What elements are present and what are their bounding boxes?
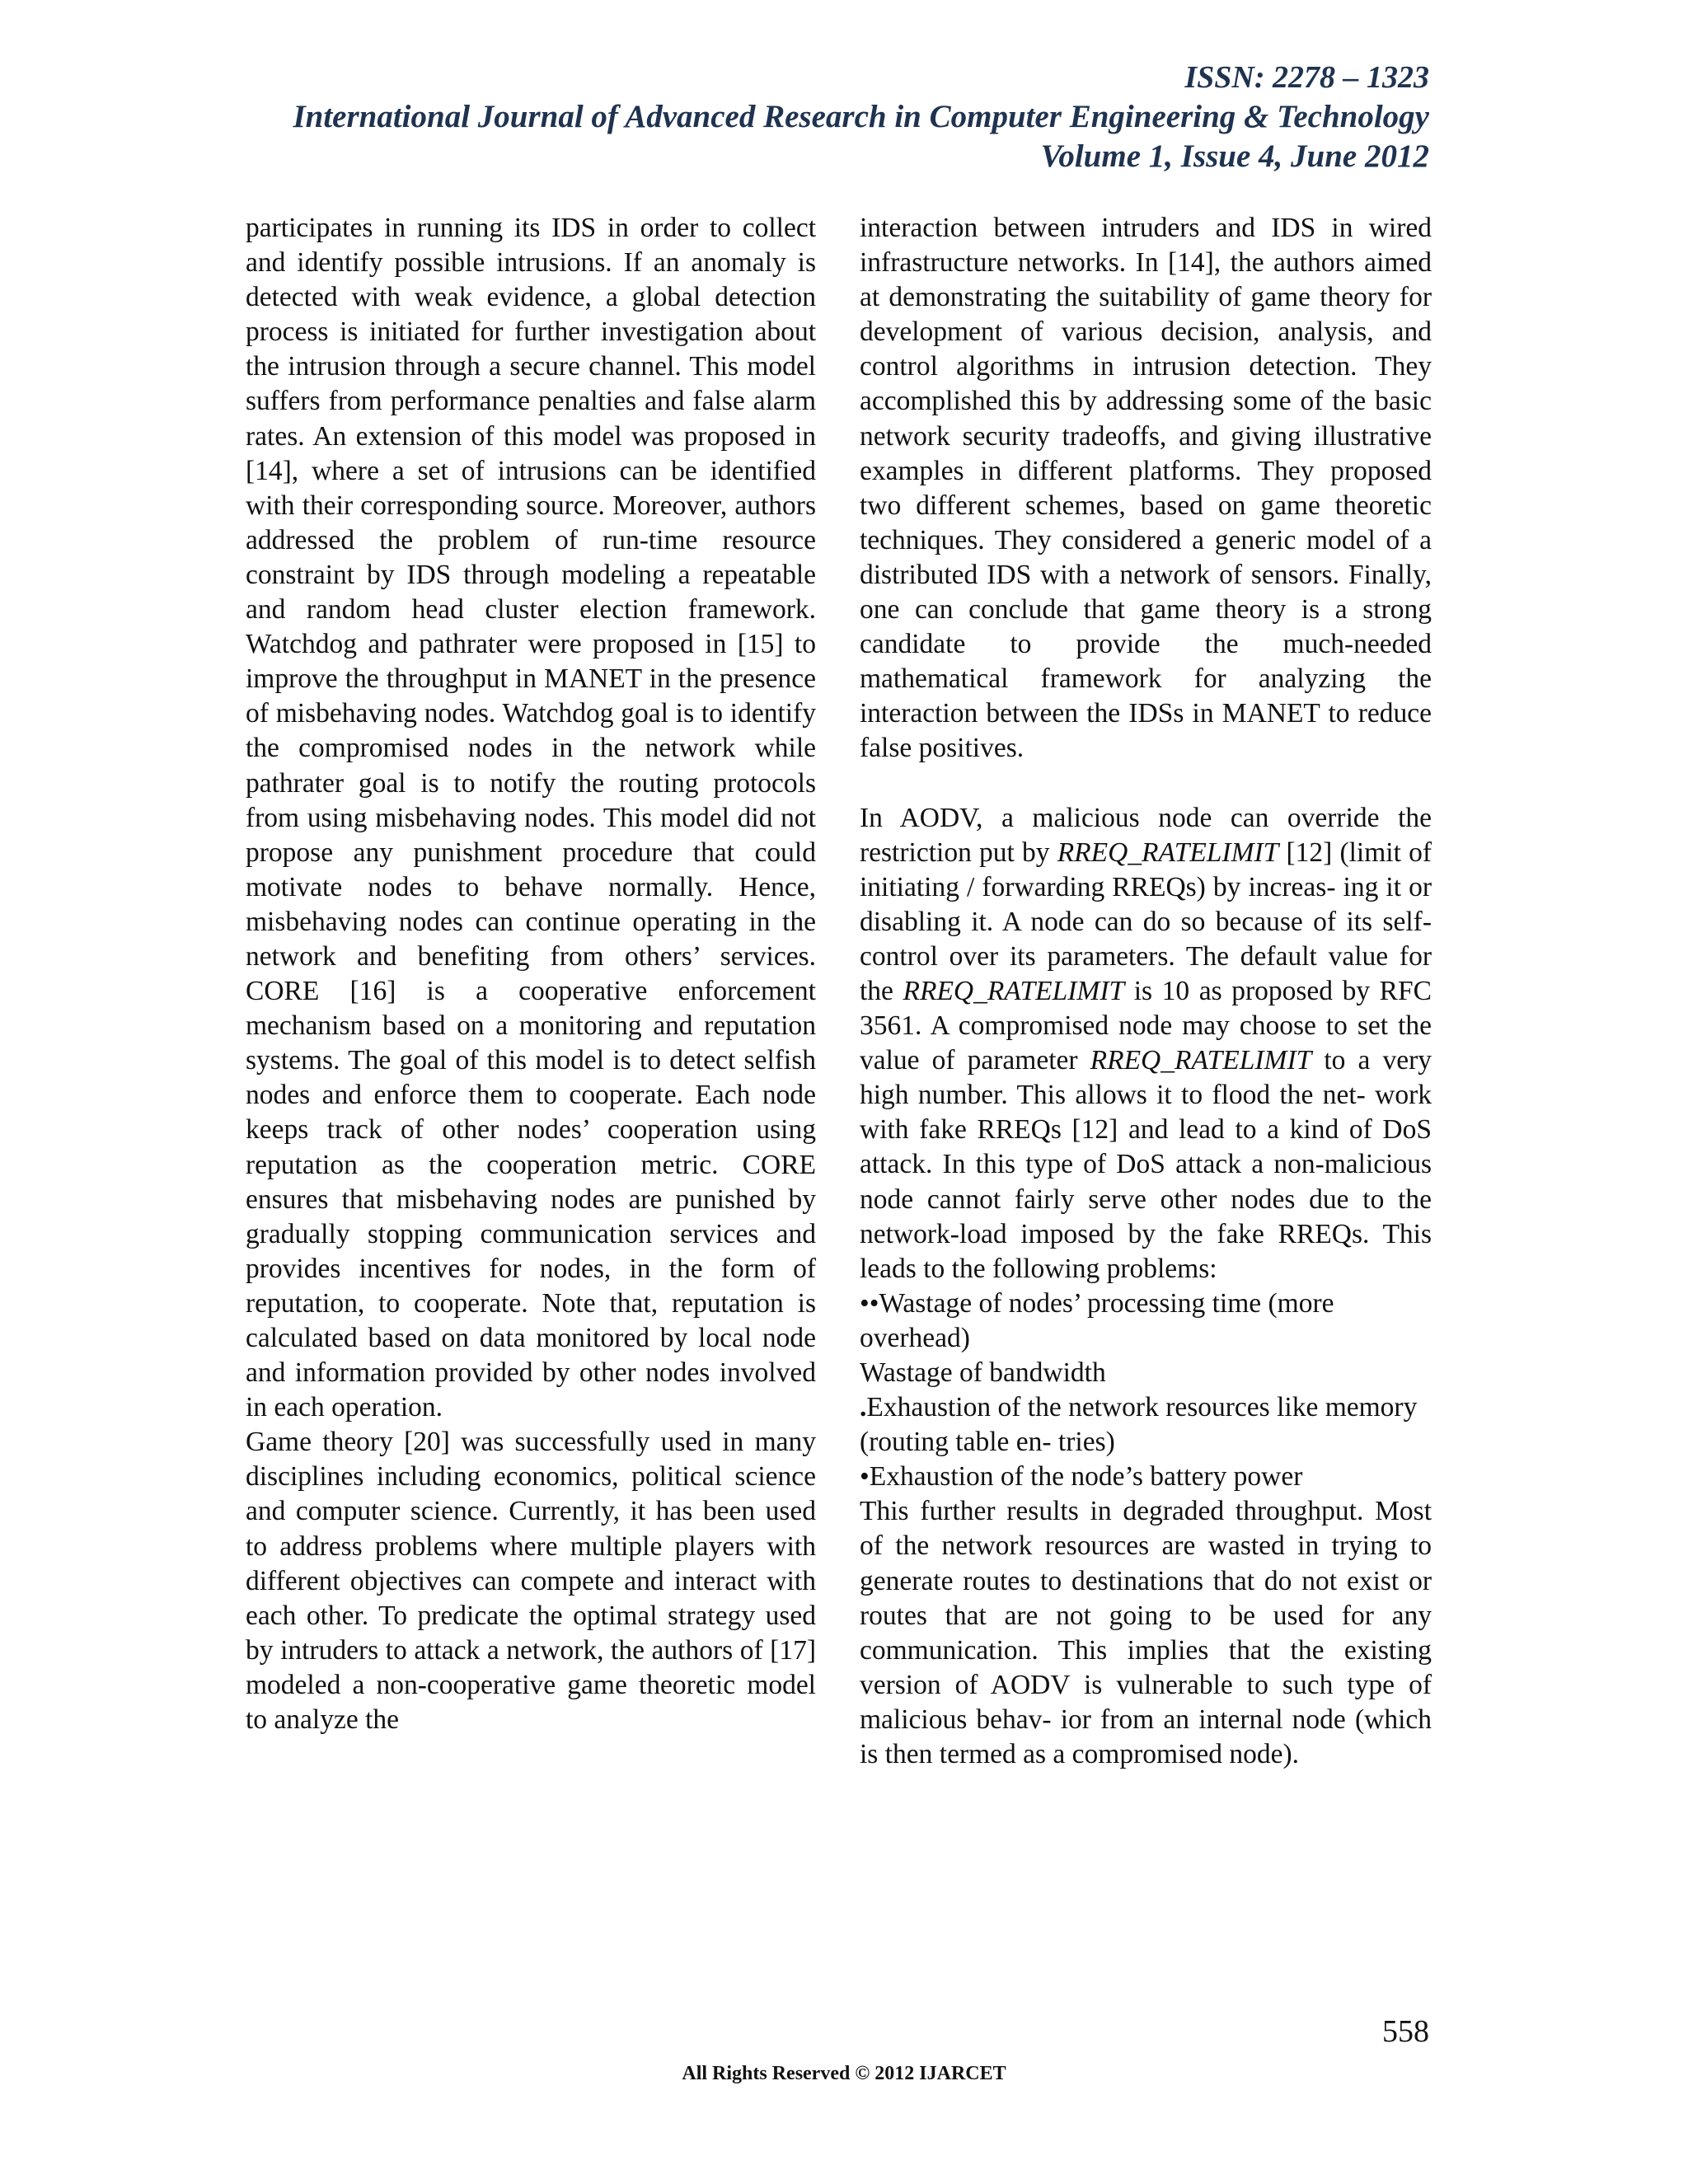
list-item: •Exhaustion of the node’s battery power: [860, 1461, 1303, 1493]
issn: ISSN: 2278 – 1323: [1184, 60, 1429, 95]
journal-title: International Journal of Advanced Research in Computer Engineering & Technology: [293, 99, 1429, 134]
paragraph: participates in running its IDS in order to collect and identify possible intrusions. If an anomaly is detected with weak evidence, a global detection process is initiated for further investigation about the intrusion through a secure channel. This model suffers from performance penalties and false alarm rates. An extension of this model was proposed in [14], where a set of intrusions can be identified with their corresponding source. Moreover, authors addressed the problem of run-time resource constraint by IDS through modeling a repeatable and random head cluster election framework. Watchdog and pathrater were proposed in [15] to improve the throughput in MANET in the presence of misbehaving nodes. Watchdog goal is to identify the compromised nodes in the network while pathrater goal is to notify the routing protocols from using misbehaving nodes. This model did not propose any punishment procedure that could motivate nodes to behave normally. Hence, misbehaving nodes can continue operating in the network and benefiting from others’ services. CORE [16] is a cooperative enforcement mechanism based on a monitoring and reputation systems. The goal of this model is to detect selfish nodes and enforce them to cooperate. Each node keeps track of other nodes’ cooperation using reputation as the cooperation metric. CORE ensures that misbehaving nodes are punished by gradually stopping communication services and provides incentives for nodes, in the form of reputation, to cooperate. Note that, reputation is calculated based on data monitored by local node and information provided by other nodes involved in each operation.: [246, 213, 816, 1423]
volume-issue: Volume 1, Issue 4, June 2012: [1040, 138, 1429, 174]
text-run: In AODV, a malicious node can override the restriction put by: [860, 802, 1432, 868]
parameter-name: RREQ_RATELIMIT: [903, 975, 1125, 1006]
copyright-footer: All Rights Reserved © 2012 IJARCET: [682, 2063, 1006, 2084]
paragraph: [860, 801, 1432, 1286]
text-run: to a very high number. This allows it to flood the net- work with fake RREQs [12] and lead to a kind of DoS attack. In this type of DoS attack a non-malicious node cannot fairly serve other nodes due to the network-load imposed by the fake RREQs. This leads to the following problems:: [860, 1045, 1432, 1284]
paragraph: interaction between intruders and IDS in wired infrastructure networks. In [14], the authors aimed at demonstrating the suitability of game theory for development of various decision, analysis, and control algorithms in intrusion detection. They accomplished this by addressing some of the basic network security tradeoffs, and giving illustrative examples in different platforms. They proposed two different schemes, based on game theoretic techniques. They considered a generic model of a distributed IDS with a network of sensors. Finally, one can conclude that game theory is a strong candidate to provide the much-needed mathematical framework for analyzing the interaction between the IDSs in MANET to reduce false positives.: [860, 213, 1432, 764]
parameter-name: RREQ_RATELIMIT: [1057, 837, 1279, 868]
right-column: [860, 211, 1432, 1772]
list-item: [860, 1390, 1432, 1460]
left-column: [246, 211, 816, 1737]
paragraph-gap: [860, 766, 1432, 801]
bullet-mark: .: [860, 1392, 867, 1423]
list-item: Wastage of bandwidth: [860, 1357, 1106, 1388]
text-run: [12] (limit of initiating / forwarding RREQs) by increas- ing it or disabling it. A node can do so because of its self-control over its parameters. The default value for the: [860, 837, 1432, 1006]
page-number: 558: [1382, 2014, 1429, 2049]
paragraph: Game theory [20] was successfully used in many disciplines including economics, political science and computer science. Currently, it has been used to address problems where multiple players with different objectives can compete and interact with each other. To predicate the optimal strategy used by intruders to attack a network, the authors of [17] modeled a non-cooperative game theoretic model to analyze the: [246, 1427, 816, 1736]
text-run: Exhaustion of the network resources like memory (routing table en- tries): [860, 1392, 1418, 1458]
list-item: ••Wastage of nodes’ processing time (more overhead): [860, 1287, 1334, 1353]
text-run: is 10 as proposed by RFC 3561. A compromised node may choose to set the value of parameter: [860, 975, 1432, 1076]
journal-header: [293, 58, 1429, 176]
paragraph: This further results in degraded throughput. Most of the network resources are wasted in trying to generate routes to destinations that do not exist or routes that are not going to be used for any communication. This implies that the existing version of AODV is vulnerable to such type of malicious behav- ior from an internal node (which is then termed as a compromised node).: [860, 1496, 1432, 1770]
parameter-name: RREQ_RATELIMIT: [1090, 1045, 1312, 1076]
